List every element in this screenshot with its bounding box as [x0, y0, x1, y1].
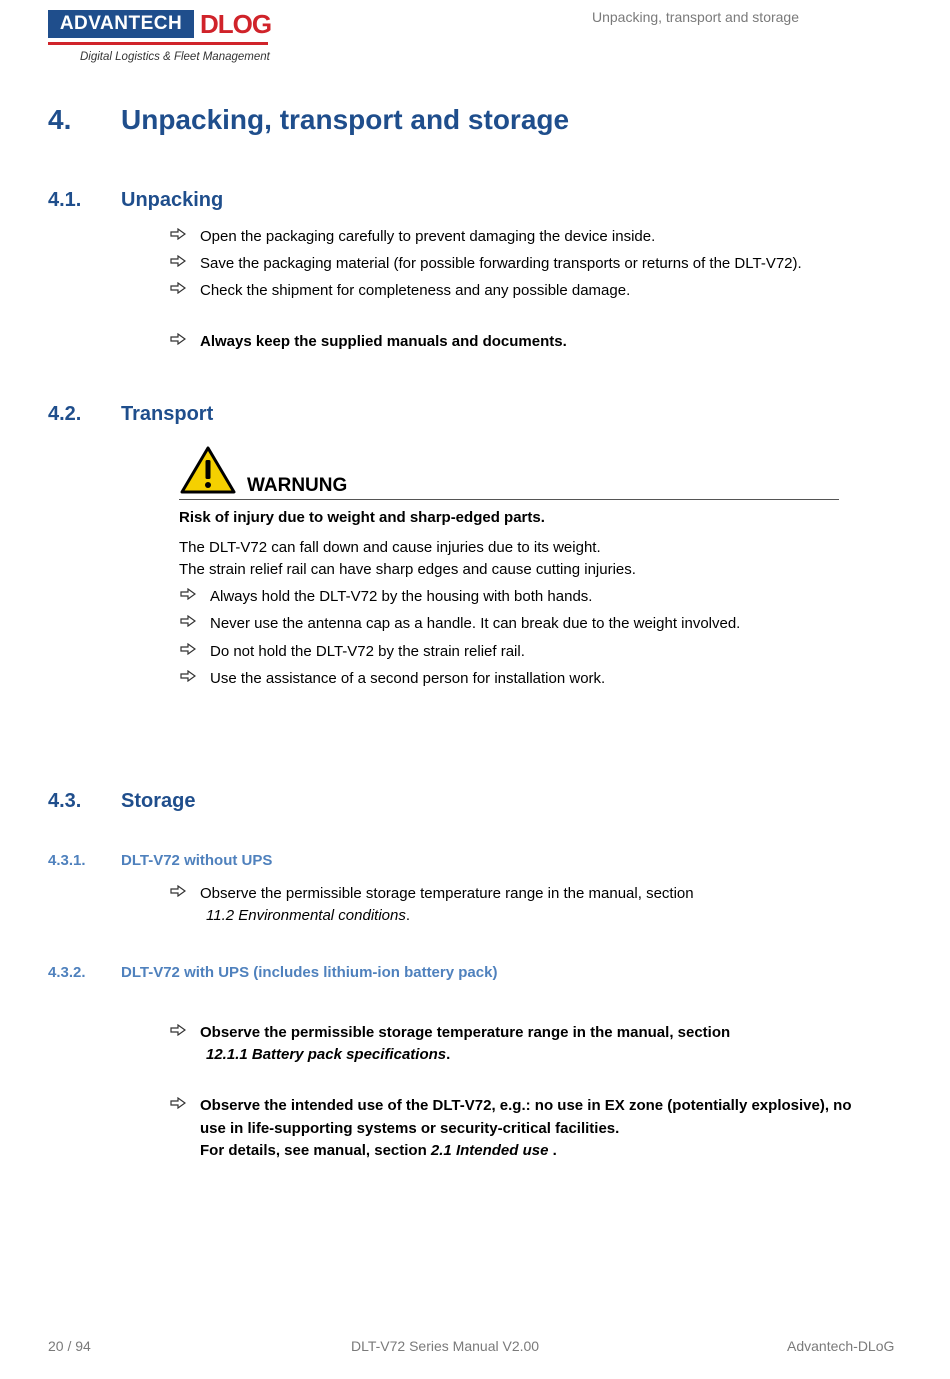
footer-company: Advantech-DLoG: [787, 1338, 895, 1354]
subsection-title-with-ups: DLT-V72 with UPS (includes lithium-ion battery pack): [121, 964, 498, 981]
with-ups-battery-ref[interactable]: 12.1.1 Battery pack specifications: [206, 1046, 447, 1063]
warning-text-line-2: The strain relief rail can have sharp edges and cause cutting injuries.: [179, 561, 636, 578]
unpacking-note: Always keep the supplied manuals and documents.: [200, 333, 567, 350]
arrow-icon: [180, 643, 198, 655]
warning-item-1: Always hold the DLT-V72 by the housing with both hands.: [210, 588, 593, 605]
without-ups-item-line-2: [206, 905, 410, 927]
logo-brand: ADVANTECH: [48, 10, 194, 38]
footer-manual-title: DLT-V72 Series Manual V2.00: [351, 1338, 540, 1354]
intended-use-ref[interactable]: 2.1 Intended use: [430, 1142, 549, 1159]
warning-divider: [179, 499, 839, 500]
sentence-end: .: [548, 1142, 557, 1159]
arrow-icon: [180, 615, 198, 627]
with-ups-item-2-line-2: use in life-supporting systems or security-critical facilities.: [200, 1120, 620, 1137]
subsection-number-with-ups: 4.3.2.: [48, 964, 86, 981]
with-ups-item-1-line-1: Observe the permissible storage temperature range in the manual, section: [200, 1024, 731, 1041]
unpacking-item-2: Save the packaging material (for possible forwarding transports or returns of the DLT-V72).: [200, 255, 802, 272]
footer-page-number: 20 / 94: [48, 1338, 91, 1354]
warning-item-2: Never use the antenna cap as a handle. It can break due to the weight involved.: [210, 615, 741, 632]
warning-text-line-1: The DLT-V72 can fall down and cause injuries due to its weight.: [179, 539, 601, 556]
subsection-number-without-ups: 4.3.1.: [48, 852, 86, 869]
company-logo: [48, 10, 270, 68]
section-number-transport: 4.2.: [48, 403, 82, 425]
arrow-icon: [170, 1024, 188, 1036]
logo-tagline: Digital Logistics & Fleet Management: [80, 51, 270, 63]
warning-item-3: Do not hold the DLT-V72 by the strain relief rail.: [210, 643, 525, 660]
warning-label: WARNUNG: [247, 475, 348, 496]
running-header: Unpacking, transport and storage: [591, 9, 799, 25]
arrow-icon: [180, 670, 198, 682]
sentence-end: .: [446, 1046, 451, 1063]
chapter-title: Unpacking, transport and storage: [121, 104, 570, 135]
with-ups-item-2-line-1: Observe the intended use of the DLT-V72, e.g.: no use in EX zone (potentially explosive), no: [200, 1097, 852, 1114]
section-title-unpacking: Unpacking: [121, 189, 224, 211]
warning-triangle-icon: [180, 446, 236, 499]
subsection-title-without-ups: DLT-V72 without UPS: [121, 852, 273, 869]
arrow-icon: [170, 885, 188, 897]
unpacking-item-3: Check the shipment for completeness and any possible damage.: [200, 282, 631, 299]
section-number-unpacking: 4.1.: [48, 189, 82, 211]
details-prefix: For details, see manual, section: [200, 1142, 431, 1159]
sentence-end: .: [405, 907, 411, 924]
arrow-icon: [170, 1097, 188, 1109]
arrow-icon: [170, 282, 188, 294]
without-ups-section-ref[interactable]: 11.2 Environmental conditions: [206, 907, 406, 924]
unpacking-item-1: Open the packaging carefully to prevent damaging the device inside.: [200, 228, 656, 245]
logo-rule: [48, 42, 268, 45]
section-number-storage: 4.3.: [48, 790, 82, 812]
section-title-transport: Transport: [121, 403, 214, 425]
arrow-icon: [170, 228, 188, 240]
chapter-number: 4.: [48, 104, 72, 135]
warning-headline: Risk of injury due to weight and sharp-edged parts.: [179, 509, 545, 526]
with-ups-item-2-line-3: [200, 1140, 557, 1162]
warning-item-4: Use the assistance of a second person for installation work.: [210, 670, 606, 687]
with-ups-item-1-line-2: [206, 1044, 450, 1066]
without-ups-item-line-1: Observe the permissible storage temperature range in the manual, section: [200, 885, 694, 902]
arrow-icon: [180, 588, 198, 600]
arrow-icon: [170, 333, 188, 345]
section-title-storage: Storage: [121, 790, 196, 812]
arrow-icon: [170, 255, 188, 267]
logo-sub: DLOG: [200, 9, 272, 39]
